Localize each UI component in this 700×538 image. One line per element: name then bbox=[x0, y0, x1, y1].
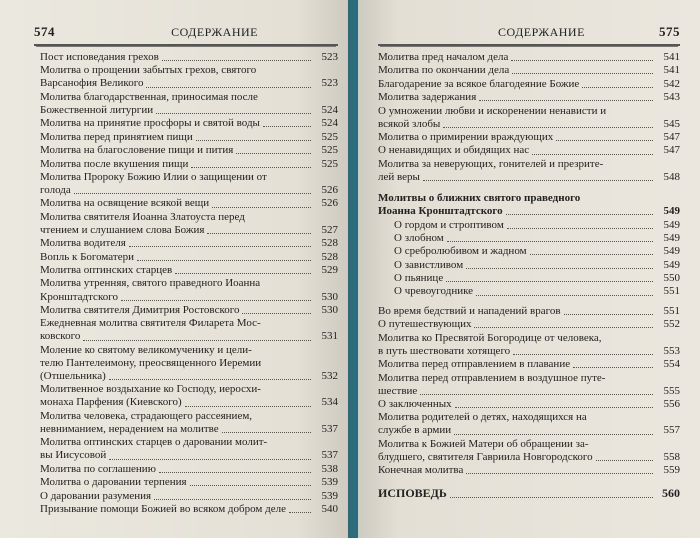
toc-group bbox=[378, 51, 680, 184]
dot-leader bbox=[511, 51, 653, 61]
toc-entry bbox=[40, 503, 338, 516]
toc-entry-page: 549 bbox=[663, 231, 680, 244]
dot-leader bbox=[74, 184, 311, 194]
toc-entry-title: Молитва на освящение всякой вещи bbox=[40, 197, 210, 210]
toc-entry-title: Моление ко святому великомученику и цели- bbox=[40, 343, 252, 356]
dot-leader bbox=[443, 118, 653, 128]
dot-leader bbox=[162, 51, 311, 61]
dot-leader bbox=[530, 245, 653, 255]
toc-entry bbox=[378, 91, 680, 104]
toc-entry-title: Во время бедствий и нападений врагов bbox=[378, 304, 561, 317]
dot-leader bbox=[207, 224, 311, 234]
toc-entry-title: блудшего, святителя Гавриила Новгородского bbox=[378, 450, 593, 463]
toc-entry-title: Молитва за неверующих, гонителей и презрите- bbox=[378, 157, 604, 170]
toc-entry-page: 557 bbox=[663, 424, 680, 437]
toc-entry bbox=[378, 411, 680, 437]
toc-entry-title: Молитва перед отправлением в воздушное путе- bbox=[378, 371, 606, 384]
dot-leader bbox=[556, 131, 653, 141]
toc-entry bbox=[40, 51, 338, 64]
toc-entry-title: Молитва ко Пресвятой Богородице от человека, bbox=[378, 331, 602, 344]
toc-entry bbox=[40, 410, 338, 436]
toc-entry-title: Молитва по соглашению bbox=[40, 462, 156, 475]
toc-entry-page: 530 bbox=[321, 303, 338, 316]
toc-entry bbox=[378, 105, 680, 131]
toc-entry-page: 538 bbox=[321, 462, 338, 475]
page-number: 574 bbox=[34, 24, 55, 39]
toc-entry-page: 549 bbox=[663, 218, 680, 231]
toc-entry-page: 524 bbox=[321, 103, 338, 116]
toc-entry-page: 559 bbox=[663, 464, 680, 477]
dot-leader bbox=[474, 318, 653, 328]
toc-entry-title: телю Пантелеимону, преосвященного Иеремии bbox=[40, 356, 262, 369]
dot-leader bbox=[185, 396, 311, 406]
toc-entry-page: 558 bbox=[663, 450, 680, 463]
toc-list bbox=[40, 51, 338, 516]
toc-entry-title: Молитва о прощении забытых грехов, святого bbox=[40, 64, 257, 77]
toc-entry-title: вы Иисусовой bbox=[40, 449, 107, 462]
toc-entry-title: Молитва о примирении враждующих bbox=[378, 131, 554, 144]
toc-entry-title: (Отшельника) bbox=[40, 370, 106, 382]
toc-entry bbox=[40, 144, 338, 157]
toc-entry-title: Благодарение за всякое благодеяние Божие bbox=[378, 77, 580, 90]
toc-entry-title: Молитва родителей о детях, находящихся на bbox=[378, 411, 587, 424]
dot-leader bbox=[146, 77, 311, 87]
toc-entry bbox=[40, 344, 338, 383]
toc-entry-page: 525 bbox=[321, 157, 338, 170]
dot-leader bbox=[159, 463, 311, 473]
toc-entry-title: О чревоугоднике bbox=[394, 285, 474, 298]
dot-leader bbox=[507, 219, 653, 229]
toc-entry-title: О злобном bbox=[394, 231, 444, 244]
toc-entry-page: 531 bbox=[321, 330, 338, 343]
toc-entry-title: Молитва святителя Иоанна Златоуста перед bbox=[40, 210, 245, 223]
dot-leader bbox=[196, 131, 311, 141]
toc-entry-page: 549 bbox=[663, 258, 680, 271]
dot-leader bbox=[447, 232, 653, 242]
toc-entry bbox=[378, 192, 680, 218]
toc-entry-title: Конечная молитва bbox=[378, 464, 464, 477]
dot-leader bbox=[109, 449, 311, 459]
toc-entry-page: 549 bbox=[663, 245, 680, 258]
toc-entry-page: 540 bbox=[321, 503, 338, 516]
toc-entry-page: 524 bbox=[321, 117, 338, 130]
dot-leader bbox=[506, 205, 653, 215]
toc-entry bbox=[40, 211, 338, 237]
toc-entry bbox=[40, 383, 338, 409]
dot-leader bbox=[289, 503, 311, 513]
dot-leader bbox=[242, 304, 311, 314]
toc-entry-page: 539 bbox=[321, 476, 338, 489]
toc-entry-page: 553 bbox=[663, 344, 680, 357]
toc-entry bbox=[40, 264, 338, 277]
toc-entry bbox=[378, 78, 680, 91]
toc-entry bbox=[378, 131, 680, 144]
dot-leader bbox=[512, 64, 653, 74]
toc-entry-title: службе в армии bbox=[378, 424, 452, 437]
dot-leader bbox=[154, 490, 311, 500]
toc-entry-title: всякой злобы bbox=[378, 117, 441, 130]
dot-leader bbox=[513, 345, 653, 355]
toc-entry-page: 525 bbox=[321, 130, 338, 143]
toc-entry-page: 545 bbox=[663, 117, 680, 130]
toc-entry bbox=[40, 171, 338, 197]
toc-section-heading bbox=[378, 192, 680, 218]
dot-leader bbox=[476, 285, 653, 295]
toc-entry-title: Молитва перед принятием пищи bbox=[40, 130, 193, 143]
toc-entry bbox=[378, 487, 680, 500]
toc-entry-page: 560 bbox=[662, 486, 680, 501]
toc-entry-title: чтением и слушанием слова Божия bbox=[40, 223, 205, 236]
toc-entry-title: Ежедневная молитва святителя Филарета Мос- bbox=[40, 317, 261, 330]
toc-entry-title: ИСПОВЕДЬ bbox=[378, 487, 447, 501]
toc-entry-title: Призывание помощи Божией во всяком добром деле bbox=[40, 503, 286, 516]
dot-leader bbox=[190, 476, 311, 486]
running-title: СОДЕРЖАНИЕ bbox=[498, 25, 585, 39]
toc-entry-title: О сребролюбивом и жадном bbox=[394, 245, 527, 258]
toc-entry-title: Молитва оптинских старцев bbox=[40, 264, 173, 277]
toc-entry-title: Молитва задержания bbox=[378, 91, 477, 104]
toc-entry-title: О путешествующих bbox=[378, 318, 472, 331]
toc-entry-title: Молитва Пророку Божию Илии о защищении от bbox=[40, 170, 267, 183]
toc-entry-page: 529 bbox=[321, 264, 338, 277]
toc-entry-page: 530 bbox=[321, 290, 338, 303]
dot-leader bbox=[83, 330, 311, 340]
toc-entry bbox=[40, 251, 338, 264]
toc-entry bbox=[40, 237, 338, 250]
toc-entry-title: Молитва о даровании терпения bbox=[40, 476, 187, 489]
toc-entry-title: Молитва оптинских старцев о даровании молит- bbox=[40, 436, 268, 449]
dot-leader bbox=[532, 144, 653, 154]
toc-entry-page: 539 bbox=[321, 489, 338, 502]
running-title: СОДЕРЖАНИЕ bbox=[171, 25, 258, 39]
toc-entry-page: 523 bbox=[321, 77, 338, 90]
toc-entry bbox=[378, 464, 680, 477]
toc-entry-title: Молитва после вкушения пищи bbox=[40, 157, 189, 170]
toc-entry-page: 534 bbox=[321, 396, 338, 409]
toc-entry-page: 532 bbox=[321, 370, 338, 382]
toc-entry-title: Молитва человека, страдающего рассеянием, bbox=[40, 409, 253, 422]
toc-entry bbox=[40, 64, 338, 90]
toc-entry bbox=[378, 158, 680, 184]
toc-section-list bbox=[378, 219, 680, 299]
dot-leader bbox=[156, 104, 311, 114]
toc-entry-page: 523 bbox=[321, 51, 338, 63]
toc-entry bbox=[378, 144, 680, 157]
toc-entry-page: 541 bbox=[663, 64, 680, 77]
toc-entry bbox=[394, 232, 680, 245]
toc-entry bbox=[40, 91, 338, 117]
toc-entry-page: 556 bbox=[663, 397, 680, 410]
toc-entry-page: 552 bbox=[663, 318, 680, 331]
toc-entry-page: 554 bbox=[663, 358, 680, 371]
toc-entry bbox=[378, 372, 680, 398]
dot-leader bbox=[455, 398, 653, 408]
left-page-header bbox=[34, 24, 338, 46]
toc-list bbox=[378, 51, 680, 501]
toc-entry-title: Молитва по окончании дела bbox=[378, 64, 510, 77]
toc-entry bbox=[378, 318, 680, 331]
toc-entry bbox=[378, 438, 680, 464]
toc-entry-title: О пьянице bbox=[394, 272, 444, 285]
toc-entry-page: 550 bbox=[663, 272, 680, 285]
toc-entry bbox=[40, 490, 338, 503]
toc-entry-page: 551 bbox=[663, 304, 680, 317]
dot-leader bbox=[596, 451, 653, 461]
dot-leader bbox=[129, 237, 311, 247]
toc-entry-page: 547 bbox=[663, 131, 680, 144]
dot-leader bbox=[222, 423, 311, 433]
toc-entry-title: Молитва на благословение пищи и пития bbox=[40, 144, 234, 157]
dot-leader bbox=[212, 197, 311, 207]
toc-group bbox=[378, 305, 680, 478]
toc-entry bbox=[394, 259, 680, 272]
toc-entry-title: О ненавидящих и обидящих нас bbox=[378, 144, 530, 157]
toc-entry bbox=[378, 64, 680, 77]
toc-entry-title: лей веры bbox=[378, 170, 420, 183]
toc-entry bbox=[40, 131, 338, 144]
left-page bbox=[0, 0, 348, 538]
page-number: 575 bbox=[659, 24, 680, 39]
dot-leader bbox=[137, 251, 311, 261]
toc-entry-title: О гордом и строптивом bbox=[394, 218, 504, 231]
dot-leader bbox=[446, 272, 653, 282]
dot-leader bbox=[263, 117, 311, 127]
toc-entry-page: 547 bbox=[663, 144, 680, 157]
toc-entry-page: 541 bbox=[663, 51, 680, 63]
toc-entry-page: 548 bbox=[663, 170, 680, 183]
toc-entry-title: Молитва святителя Димитрия Ростовского bbox=[40, 303, 240, 316]
toc-entry bbox=[378, 332, 680, 358]
toc-entry-title: Молитва пред началом дела bbox=[378, 51, 509, 63]
toc-entry bbox=[40, 277, 338, 303]
toc-entry-title: Молитва перед отправлением в плавание bbox=[378, 358, 571, 371]
dot-leader bbox=[479, 91, 653, 101]
toc-entry-title: Молитва утренняя, святого праведного Иоанна bbox=[40, 277, 261, 290]
dot-leader bbox=[454, 424, 653, 434]
toc-entry-title: Молитвы о ближних святого праведного bbox=[378, 192, 581, 205]
dot-leader bbox=[175, 264, 311, 274]
dot-leader bbox=[573, 358, 653, 368]
dot-leader bbox=[564, 305, 653, 315]
toc-entry bbox=[378, 305, 680, 318]
toc-entry-page: 526 bbox=[321, 184, 338, 197]
toc-entry-title: Варсанофия Великого bbox=[40, 77, 144, 90]
dot-leader bbox=[191, 158, 311, 168]
toc-entry bbox=[40, 463, 338, 476]
toc-entry-title: шествие bbox=[378, 384, 418, 397]
toc-entry-page: 528 bbox=[321, 237, 338, 250]
dot-leader bbox=[582, 78, 653, 88]
dot-leader bbox=[423, 171, 653, 181]
dot-leader bbox=[109, 370, 311, 380]
dot-leader bbox=[450, 487, 653, 497]
toc-entry-title: О даровании разумения bbox=[40, 489, 152, 502]
dot-leader bbox=[420, 385, 653, 395]
dot-leader bbox=[466, 464, 653, 474]
toc-entry bbox=[378, 51, 680, 64]
toc-entry-page: 537 bbox=[321, 422, 338, 435]
toc-entry bbox=[40, 117, 338, 130]
toc-entry-title: Молитва к Божией Матери об обращении за- bbox=[378, 437, 589, 450]
dot-leader bbox=[466, 259, 653, 269]
toc-final-heading bbox=[378, 487, 680, 500]
toc-entry bbox=[40, 317, 338, 343]
toc-entry-title: в путь шествовати хотящего bbox=[378, 344, 511, 357]
toc-entry-page: 551 bbox=[663, 285, 680, 298]
dot-leader bbox=[121, 291, 311, 301]
toc-entry-title: невниманием, нерадением на молитве bbox=[40, 422, 219, 435]
toc-entry bbox=[394, 285, 680, 298]
toc-entry-title: ковского bbox=[40, 330, 81, 343]
toc-entry-title: Вопль к Богоматери bbox=[40, 250, 134, 263]
toc-entry bbox=[394, 272, 680, 285]
toc-entry bbox=[40, 476, 338, 489]
toc-entry-title: О умножении любви и искоренении ненависти и bbox=[378, 104, 607, 117]
toc-entry-title: Иоанна Кронштадтского bbox=[378, 205, 503, 218]
toc-entry bbox=[394, 245, 680, 258]
toc-entry-page: 555 bbox=[663, 384, 680, 397]
toc-entry-title: Молитва благодарственная, приносимая после bbox=[40, 90, 258, 103]
toc-entry-title: Молитва на принятие просфоры и святой воды bbox=[40, 117, 260, 130]
toc-entry-title: Молитвенное воздыхание ко Господу, иеросхи- bbox=[40, 383, 261, 396]
toc-entry-title: Кронштадтского bbox=[40, 290, 118, 303]
toc-entry-title: Молитва водителя bbox=[40, 237, 126, 250]
toc-entry-page: 525 bbox=[321, 144, 338, 157]
toc-entry-title: О завистливом bbox=[394, 258, 464, 271]
toc-entry bbox=[40, 158, 338, 171]
right-page bbox=[358, 0, 700, 538]
toc-entry bbox=[378, 398, 680, 411]
toc-entry-page: 549 bbox=[663, 205, 680, 218]
toc-entry-title: голода bbox=[40, 184, 71, 197]
right-page-header bbox=[378, 24, 680, 46]
toc-entry bbox=[40, 304, 338, 317]
toc-entry-title: Божественной литургии bbox=[40, 103, 154, 116]
toc-entry-page: 526 bbox=[321, 197, 338, 210]
toc-entry-page: 528 bbox=[321, 250, 338, 263]
toc-entry-page: 527 bbox=[321, 223, 338, 236]
toc-entry-title: Пост исповедания грехов bbox=[40, 51, 159, 63]
toc-entry-page: 542 bbox=[663, 77, 680, 90]
toc-entry-title: монаха Парфения (Киевского) bbox=[40, 396, 182, 409]
dot-leader bbox=[236, 144, 311, 154]
toc-entry bbox=[40, 197, 338, 210]
toc-entry bbox=[378, 358, 680, 371]
toc-entry bbox=[394, 219, 680, 232]
toc-entry bbox=[40, 436, 338, 462]
book-gutter bbox=[348, 0, 358, 538]
toc-entry-page: 543 bbox=[663, 91, 680, 104]
toc-entry-page: 537 bbox=[321, 449, 338, 462]
toc-entry-title: О заключенных bbox=[378, 397, 452, 410]
